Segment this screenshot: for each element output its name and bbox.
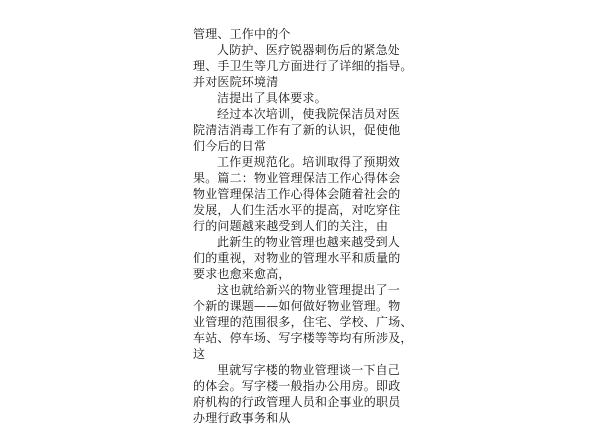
text-line: 工作更规范化。培训取得了预期效 xyxy=(217,155,401,169)
text-line: 的体会。写字楼一般指办公用房。即政 xyxy=(193,379,401,393)
text-line: 理、手卫生等几方面进行了详细的指导。 xyxy=(193,59,413,73)
text-line: 要求也愈来愈高， xyxy=(193,267,291,281)
text-line: 发展，人们生活水平的提高，对吃穿住 xyxy=(193,203,401,217)
text-line: 人防护、医疗锐器刺伤后的紧急处 xyxy=(217,43,401,57)
text-line: 个新的课题——如何做好物业管理。物 xyxy=(193,299,401,313)
text-line: 们的重视，对物业的管理水平和质量的 xyxy=(193,251,401,265)
text-line: 行的问题越来越受到人们的关注，由 xyxy=(193,219,389,233)
text-line: 车站、停车场、写字楼等等均有所涉及， xyxy=(193,331,413,345)
text-line: 们今后的日常 xyxy=(193,139,267,153)
text-line: 办理行政事务和从 xyxy=(193,411,291,425)
text-line: 洁提出了具体要求。 xyxy=(217,91,327,105)
text-line: 院清洁消毒工作有了新的认识，促使他 xyxy=(193,123,401,137)
text-line: 物业管理保洁工作心得体会随着社会的 xyxy=(193,187,401,201)
text-line: 这也就给新兴的物业管理提出了一 xyxy=(217,283,401,297)
text-line: 此新生的物业管理也越来越受到人 xyxy=(217,235,401,249)
text-line: 业管理的范围很多，住宅、学校、广场、 xyxy=(193,315,413,329)
text-line: 经过本次培训，使我院保洁员对医 xyxy=(217,107,401,121)
text-line: 府机构的行政管理人员和企事业的职员 xyxy=(193,395,401,409)
text-line: 里就写字楼的物业管理谈一下自己 xyxy=(217,363,401,377)
text-line: 管理、工作中的个 xyxy=(193,27,291,41)
document-text-block xyxy=(193,26,421,426)
text-line: 这 xyxy=(193,347,206,361)
text-line: 并对医院环境清 xyxy=(193,75,279,89)
text-line: 果。篇二：物业管理保洁工作心得体会 xyxy=(193,171,401,185)
